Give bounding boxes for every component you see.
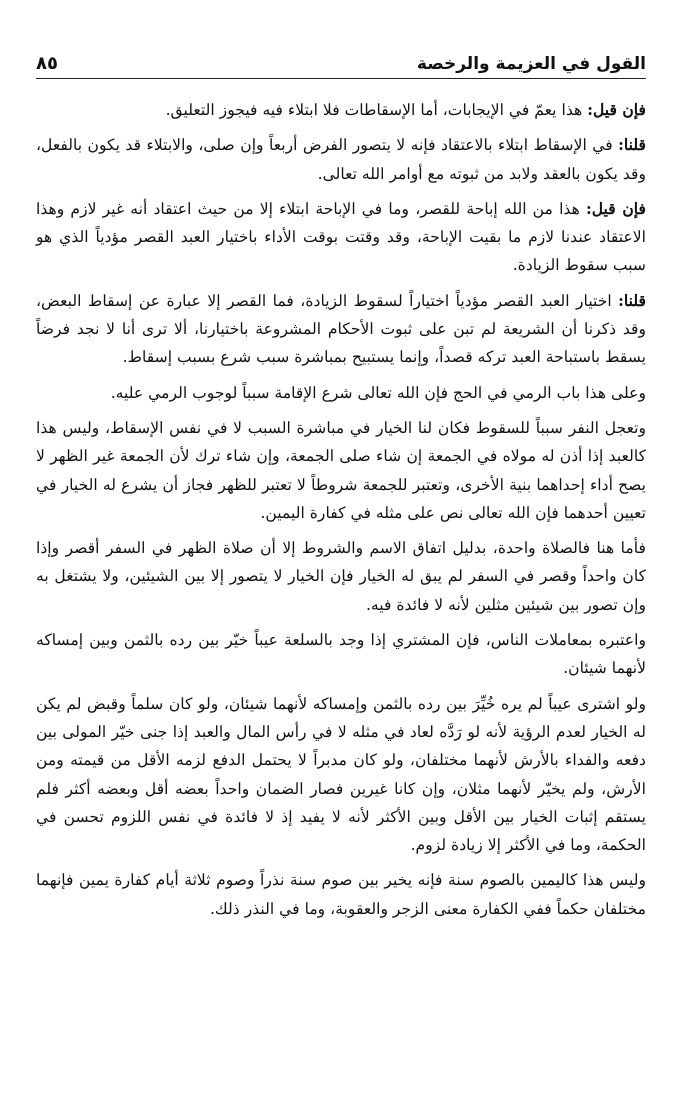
paragraph [36, 690, 646, 860]
paragraph-text: هذا من الله إباحة للقصر، وما في الإباحة ابتلاء إلا من حيث اعتقاد أنه غير لازم وهذا الاعتقاد عندنا لازم ما بقيت الإباحة، وقد وقتت بوقت الأداء باختيار العبد القصر مؤدياً الذي هو سبب سقوط الزيادة. [36, 199, 646, 275]
paragraph-text: هذا يعمّ في الإيجابات، أما الإسقاطات فلا ابتلاء فيه فيجوز التعليق. [165, 101, 588, 119]
page-header [36, 44, 646, 79]
paragraph-text: فأما هنا فالصلاة واحدة، بدليل اتفاق الاسم والشروط إلا أن صلاة الظهر في السفر أقصر وإذا كان واحداً وقصر في السفر لم يبق له الخيار فإن الخيار لا يتصور إلا بين الشيئين، ولا يشتغل به وإن تصور بين شيئين مثلين لأنه لا فائدة فيه. [36, 539, 646, 614]
running-title: القول في العزيمة والرخصة [416, 54, 646, 74]
paragraph [36, 534, 646, 619]
paragraph-text: واعتبره بمعاملات الناس، فإن المشتري إذا وجد بالسلعة عيباً خيّر بين رده بالثمن وبين إمساكه لأنهما شيئان. [36, 631, 646, 678]
paragraph-lead: قلنا: [618, 290, 646, 310]
paragraph-text: وعلى هذا باب الرمي في الحج فإن الله تعالى شرع الإقامة سبباً لوجوب الرمي عليه. [110, 383, 646, 402]
paragraph [36, 195, 646, 280]
paragraph [36, 287, 646, 372]
page-number: ٨٥ [36, 53, 58, 74]
paragraph-text: في الإسقاط ابتلاء بالاعتقاد فإنه لا يتصور الفرض أربعاً وإن صلى، والابتلاء قد يكون بالفعل، وقد يكون بالعقد ولابد من ثبوته مع أوامر الله تعالى. [36, 136, 646, 183]
paragraph-text: ولو اشترى عيباً لم يره خُيِّرَ بين رده بالثمن وإمساكه لأنهما شيئان، ولو كان سلماً وقبض لم يكن له الخيار لعدم الرؤية لأنه لو رَدَّه لعاد في مثله لا في رأس المال والعبد إذا جنى خيّر المولى بين دفعه والفداء بالأرش لأنهما مختلفان، ولو كان مدبراً لا يحتمل الدفع لزمه الأقل من قيمته ومن الأرش، ولم يخيّر لأنهما مثلان، وإن كانا غيرين فصار الضمان واحداً بعضه أقل وبعضه أكثر فلم يستقم إثبات الخيار بين الأقل وبين الأكثر لأنه لا يفيد إذ لا فائدة في نفس اللزوم تحسن في الحكمة، وما في الأكثر إلا زيادة لزوم. [36, 694, 646, 855]
paragraph [36, 131, 646, 188]
paragraph [36, 866, 646, 923]
paragraph [36, 96, 646, 124]
paragraph-lead: قلنا: [618, 135, 646, 155]
paragraph [36, 379, 646, 407]
paragraph-lead: فإن قيل: [585, 198, 646, 218]
paragraph-text: وليس هذا كاليمين بالصوم سنة فإنه يخير بين صوم سنة نذراً وصوم ثلاثة أيام كفارة يمين فإنهما مختلفان حكماً ففي الكفارة معنى الزجر والعقوبة، وما في النذر ذلك. [36, 871, 646, 918]
book-page [36, 0, 646, 1097]
paragraph [36, 414, 646, 527]
paragraph [36, 626, 646, 683]
paragraph-lead: فإن قيل: [587, 100, 646, 119]
paragraph-text: اختيار العبد القصر مؤدياً اختياراً لسقوط الزيادة، فما القصر إلا عبارة عن إسقاط البعض، وقد ذكرنا أن الشريعة لم تبن على ثبوت الأحكام المشروعة باختيارنا، ألا ترى أنا لا نجد فرضاً يسقط باستباحة العبد تركه قصداً، وإنما يستبيح بمباشرة سبب شرع بسبب إسقاط. [36, 291, 646, 367]
body-text [36, 96, 646, 930]
paragraph-text: وتعجل النفر سبباً للسقوط فكان لنا الخيار في مباشرة السبب لا في نفس الإسقاط، وليس هذا كالعبد إذا أذن له مولاه في الجمعة إن شاء صلى الجمعة، وإن شاء ترك لأن الجمعة غير الظهر لا يصح أداء إحداهما بنية الأخرى، وتعتبر للجمعة شروطاً لا تعتبر للظهر فجاز أن يشرع له الخيار في تعيين أحدهما فإن الله تعالى نص على مثله في كفارة اليمين. [36, 418, 646, 522]
